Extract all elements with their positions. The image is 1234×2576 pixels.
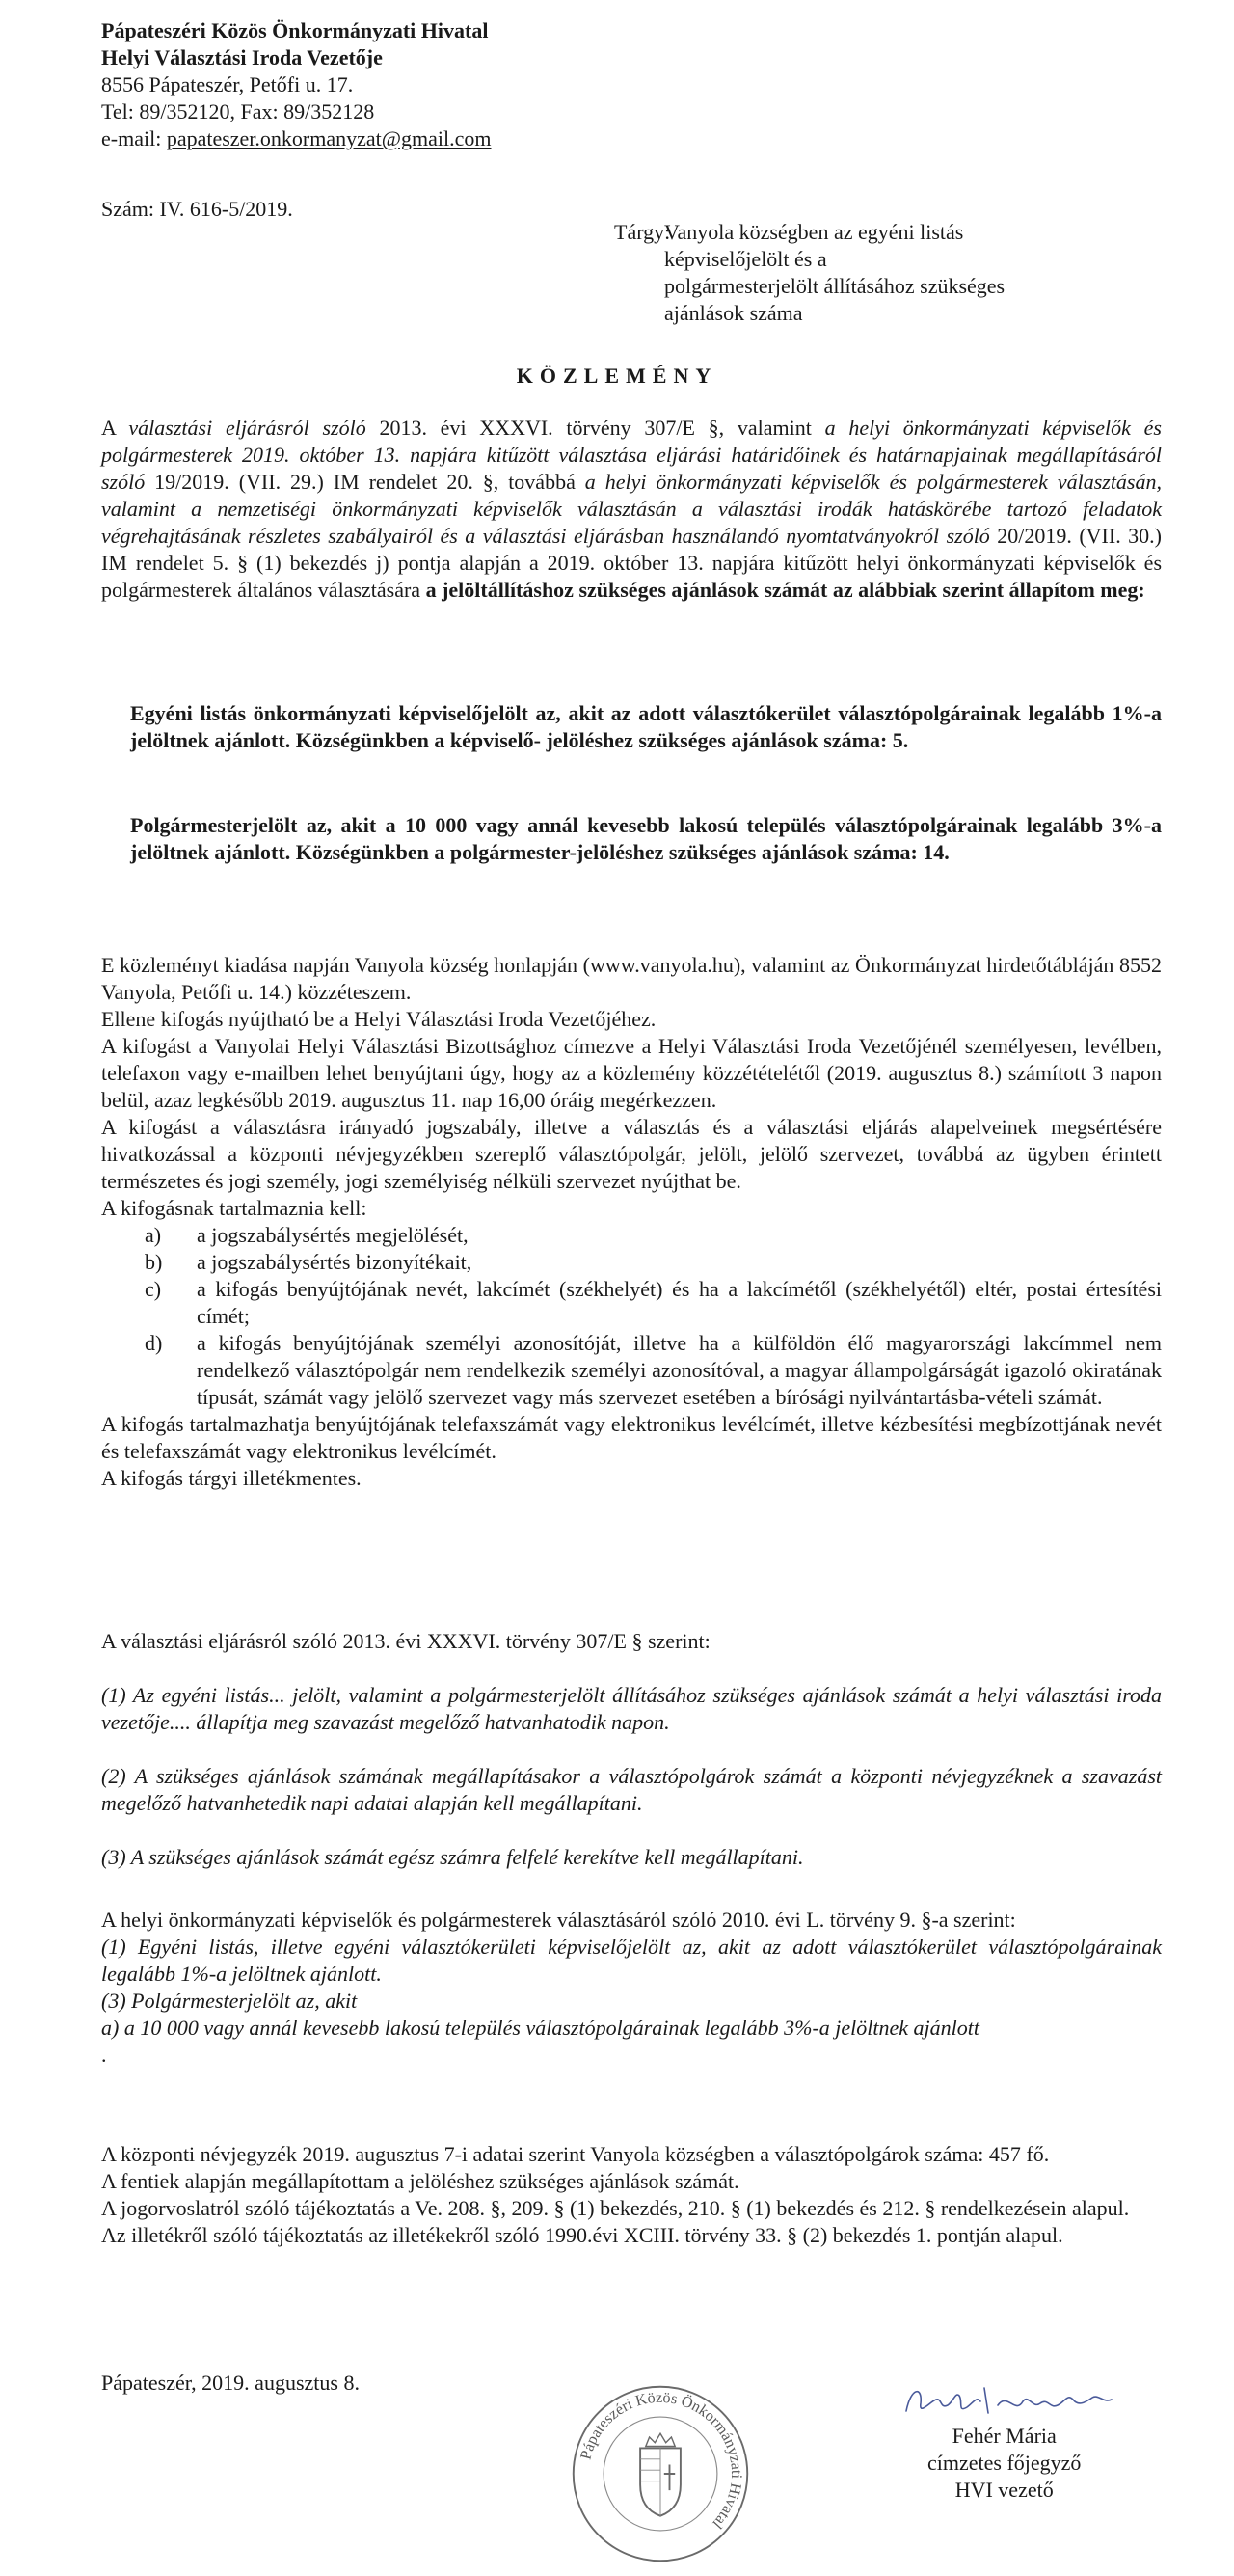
office-email-line [101, 125, 1162, 152]
office-subtitle: Helyi Választási Iroda Vezetője [101, 45, 383, 69]
subject-line-3: polgármesterjelölt állításához szükséges [664, 274, 1006, 298]
law-dot: . [101, 2043, 107, 2067]
intro-bold: a jelöltállításhoz szükséges ajánlások számát az alábbiak szerint állapítom meg: [425, 578, 1145, 602]
closing-paragraph: A jogorvoslatról szóló tájékoztatás a Ve. 208. §, 209. § (1) bekezdés, 210. § (1) bekezdés és 212. § rendelkezésein alapul. [101, 2196, 1130, 2220]
law-quote: (2) A szükséges ajánlások számának megállapításakor a választópolgárok számát a központi névjegyzéknek a szavazást megelőző hatvanhetedik napi adatai alapján kell megállapítani. [101, 1764, 1162, 1815]
list-marker: a) [145, 1223, 162, 1247]
email-label: e-mail: [101, 126, 167, 150]
law-section-1 [101, 1628, 1162, 1871]
representative-requirement: Egyéni listás önkormányzati képviselőjelölt az, akit az adott választókerület választópolgárainak legalább 1%-a jelöltnek ajánlott. Községünkben a képviselő- jelöléshez szükséges ajánlások száma: 5. [130, 701, 1162, 752]
list-marker: b) [145, 1250, 163, 1274]
law-quote: (1) Egyéni listás, illetve egyéni választókerületi képviselőjelölt az, akit az adott választókerület választópolgárainak legalább 1%-a jelöltnek ajánlott. [101, 1935, 1162, 1986]
coat-of-arms-icon [640, 2433, 681, 2516]
intro-paragraph [101, 415, 1162, 604]
intro-text: 20/2019. (VII. 30.) IM rendelet 5. § (1) bekezdés j) pontja alapján a 2019. október 13. napjára kitűzött helyi önkormányzati képviselők és polgármesterek általános választására [101, 524, 1162, 602]
claims-list [145, 1222, 1162, 1411]
email-link[interactable]: papateszer.onkormanyzat@gmail.com [166, 126, 492, 150]
list-text: a jogszabálysértés megjelölését, [197, 1223, 469, 1247]
intro-text: 19/2019. (VII. 29.) IM rendelet 20. §, továbbá [145, 470, 585, 494]
list-item [145, 1222, 1162, 1249]
subject-line-2: képviselőjelölt és a [664, 247, 827, 271]
date-line: Pápateszér, 2019. augusztus 8. [101, 2371, 360, 2395]
subject-line-4: ajánlások száma [664, 301, 803, 325]
signer-role: HVI vezető [954, 2478, 1054, 2502]
intro-text: 2013. évi XXXVI. törvény 307/E §, valamint [365, 416, 825, 440]
handwritten-signature [901, 2382, 1118, 2421]
official-seal-stamp [569, 2382, 752, 2565]
publication-section [101, 952, 1162, 1492]
after-claims-paragraph: A kifogás tartalmazhatja benyújtójának telefaxszámát vagy elektronikus levélcímét, illetve kézbesítési megbízottjának nevét és telefaxszámát vagy elektronikus levélcímét. [101, 1412, 1162, 1463]
closing-paragraph: Az illetékről szóló tájékoztatás az illetékekről szóló 1990.évi XCIII. törvény 33. § (2) bekezdés 1. pontján alapul. [101, 2223, 1063, 2247]
publish-paragraph: A kifogást a Vanyolai Helyi Választási Bizottsághoz címezve a Helyi Választási Iroda Vezetőjénél személyesen, levélben, telefaxon vagy e-mailben lehet benyújtani úgy, hogy az a közlemény közzétételétől (2019. augusztus 8.) számított 3 napon belül, azaz legkésőbb 2019. augusztus 11. nap 16,00 óráig megérkezzen. [101, 1034, 1162, 1112]
intro-text: A [101, 416, 129, 440]
office-phone: Tel: 89/352120, Fax: 89/352128 [101, 99, 375, 123]
publish-paragraph: Ellene kifogás nyújtható be a Helyi Választási Iroda Vezetőjéhez. [101, 1007, 657, 1031]
list-item [145, 1330, 1162, 1411]
law-heading: A választási eljárásról szóló 2013. évi XXXVI. törvény 307/E § szerint: [101, 1629, 711, 1653]
signer-name: Fehér Mária [952, 2424, 1057, 2448]
list-marker: d) [145, 1331, 163, 1355]
reference-number: Szám: IV. 616-5/2019. [101, 197, 293, 221]
list-item [145, 1249, 1162, 1276]
publish-paragraph: A kifogást a választásra irányadó jogszabály, illetve a választás és a választási eljárás alapelveinek megsértésére hivatkozással a központi névjegyzékben szereplő választópolgár, jelölt, jelölő szervezet, továbbá az ügyben érintett természetes és jogi személy, jogi személyiség nélküli szervezet nyújthat be. [101, 1115, 1162, 1193]
law-quote: (3) Polgármesterjelölt az, akit [101, 1989, 358, 2013]
intro-italic: a helyi önkormányzati képviselők és polgármesterek 2019. október 13. napjára kitűzött választása eljárási határidőinek és határnapjainak megállapításáról szóló [101, 416, 1162, 494]
office-name: Pápateszéri Közös Önkormányzati Hivatal [101, 18, 489, 42]
law-section-2 [101, 1907, 1162, 2069]
publish-paragraph: A kifogásnak tartalmaznia kell: [101, 1196, 367, 1220]
subject-line-1: Vanyola községben az egyéni listás [664, 220, 964, 244]
list-text: a kifogás benyújtójának személyi azonosítóját, illetve ha a külföldön élő magyarországi lakcímmel nem rendelkező választópolgár nem rendelkezik személyi azonosítóval, a magyar állampolgárságát igazoló okiratának típusát, számát vagy jelölő szervezet vagy más szervezet esetében a bírósági nyilvántartásba-vételi számát. [197, 1331, 1162, 1409]
list-text: a jogszabálysértés bizonyítékait, [197, 1250, 472, 1274]
signature-block [927, 2423, 1081, 2504]
list-text: a kifogás benyújtójának nevét, lakcímét (székhelyét) és ha a lakcímétől (székhelyétől) eltér, postai értesítési címét; [197, 1277, 1162, 1328]
closing-paragraph: A központi névjegyzék 2019. augusztus 7-i adatai szerint Vanyola községben a választópolgárok száma: 457 fő. [101, 2142, 1050, 2166]
signer-title: címzetes főjegyző [927, 2451, 1082, 2475]
law-quote: (1) Az egyéni listás... jelölt, valamint a polgármesterjelölt állításához szükséges ajánlások számát a helyi választási iroda vezetője.... állapítja meg szavazást megelőző hatvanhatodik napon. [101, 1683, 1162, 1734]
office-address: 8556 Pápateszér, Petőfi u. 17. [101, 72, 354, 96]
law-quote: (3) A szükséges ajánlások számát egész számra felfelé kerekítve kell megállapítani. [101, 1845, 804, 1869]
list-marker: c) [145, 1277, 162, 1301]
closing-section [101, 2141, 1162, 2249]
intro-italic: választási eljárásról szóló [128, 416, 366, 440]
law-heading: A helyi önkormányzati képviselők és polgármesterek választásáról szóló 2010. évi L. törvény 9. §-a szerint: [101, 1908, 1016, 1932]
publish-paragraph: E közleményt kiadása napján Vanyola község honlapján (www.vanyola.hu), valamint az Önkormányzat hirdetőtábláján 8552 Vanyola, Petőfi u. 14.) közzéteszem. [101, 953, 1162, 1004]
letterhead [101, 17, 1162, 152]
closing-paragraph: A fentiek alapján megállapítottam a jelöléshez szükséges ajánlások számát. [101, 2169, 739, 2193]
subject-label: Tárgy: [614, 220, 671, 244]
seal-text: Pápateszéri Közös Önkormányzati Hivatal [577, 2389, 745, 2533]
law-quote: a) a 10 000 vagy annál kevesebb lakosú település választópolgárainak legalább 3%-a jelöltnek ajánlott [101, 2016, 979, 2040]
after-claims-paragraph: A kifogás tárgyi illetékmentes. [101, 1466, 362, 1490]
intro-italic: a helyi önkormányzati képviselők és polgármesterek választásán, valamint a nemzetiségi önkormányzati képviselők választásán a választási irodák hatáskörébe tartozó feladatok végrehajtásának részletes szabályairól és a választási eljárásban használandó nyomtatványokról szóló [101, 470, 1162, 548]
subject-block [614, 219, 1154, 327]
list-item [145, 1276, 1162, 1330]
document-title: KÖZLEMÉNY [516, 364, 718, 388]
mayor-requirement: Polgármesterjelölt az, akit a 10 000 vagy annál kevesebb lakosú település választópolgárainak legalább 3%-a jelöltnek ajánlott. Községünkben a polgármester-jelöléshez szükséges ajánlások száma: 14. [130, 813, 1162, 864]
